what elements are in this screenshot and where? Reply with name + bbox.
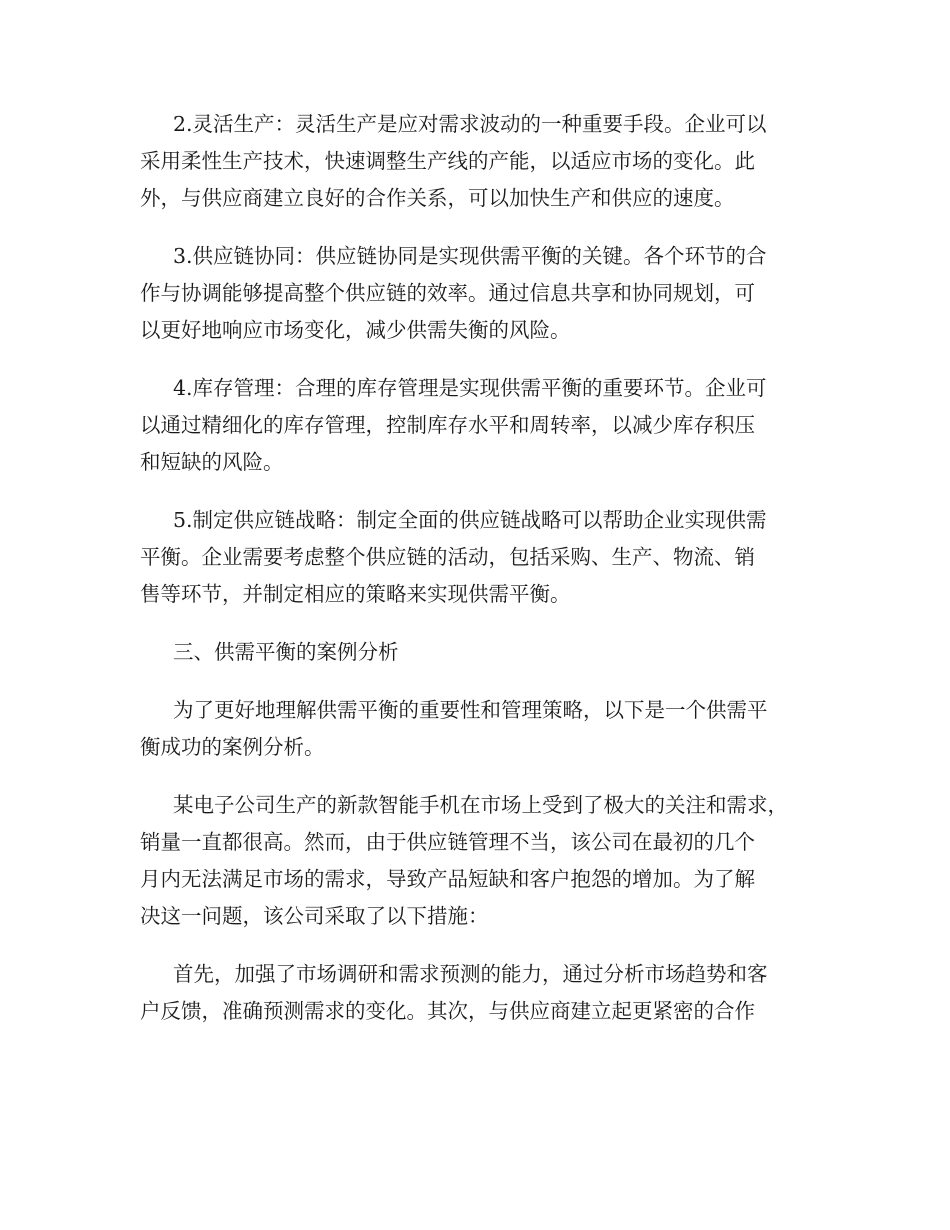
text-line: 为了更好地理解供需平衡的重要性和管理策略，以下是一个供需平 xyxy=(173,698,768,722)
text-line: 作与协调能够提高整个供应链的效率。通过信息共享和协同规划，可 xyxy=(140,281,755,305)
paragraph-case-measures xyxy=(140,956,820,1030)
paragraph-case-intro xyxy=(140,692,820,766)
text-line: 5.制定供应链战略：制定全面的供应链战略可以帮助企业实现供需 xyxy=(173,508,767,532)
text-line: 某电子公司生产的新款智能手机在市场上受到了极大的关注和需求， xyxy=(173,793,788,817)
text-line: 销量一直都很高。然而，由于供应链管理不当，该公司在最初的几个 xyxy=(140,830,755,854)
text-line: 以通过精细化的库存管理，控制库存水平和周转率，以减少库存积压 xyxy=(140,413,755,437)
text-line: 和短缺的风险。 xyxy=(140,450,284,474)
document-body xyxy=(140,106,820,1051)
text-line: 4.库存管理：合理的库存管理是实现供需平衡的重要环节。企业可 xyxy=(173,376,767,400)
paragraph-supply-chain-strategy xyxy=(140,502,820,613)
paragraph-inventory-management xyxy=(140,370,820,481)
text-line: 2.灵活生产：灵活生产是应对需求波动的一种重要手段。企业可以 xyxy=(173,112,767,136)
section-heading-text: 三、供需平衡的案例分析 xyxy=(173,640,399,664)
text-line: 售等环节，并制定相应的策略来实现供需平衡。 xyxy=(140,582,571,606)
text-line: 户反馈，准确预测需求的变化。其次，与供应商建立起更紧密的合作 xyxy=(140,999,755,1023)
text-line: 3.供应链协同：供应链协同是实现供需平衡的关键。各个环节的合 xyxy=(173,244,767,268)
text-line: 决这一问题，该公司采取了以下措施： xyxy=(140,904,489,928)
text-line: 外，与供应商建立良好的合作关系，可以加快生产和供应的速度。 xyxy=(140,186,735,210)
text-line: 采用柔性生产技术，快速调整生产线的产能，以适应市场的变化。此 xyxy=(140,149,755,173)
paragraph-case-background xyxy=(140,787,820,935)
text-line: 衡成功的案例分析。 xyxy=(140,735,325,759)
text-line: 以更好地响应市场变化，减少供需失衡的风险。 xyxy=(140,318,571,342)
paragraph-supply-chain-collaboration xyxy=(140,238,820,349)
section-heading xyxy=(140,634,820,671)
paragraph-flexible-production xyxy=(140,106,820,217)
text-line: 首先，加强了市场调研和需求预测的能力，通过分析市场趋势和客 xyxy=(173,962,768,986)
text-line: 平衡。企业需要考虑整个供应链的活动，包括采购、生产、物流、销 xyxy=(140,545,755,569)
text-line: 月内无法满足市场的需求，导致产品短缺和客户抱怨的增加。为了解 xyxy=(140,867,755,891)
